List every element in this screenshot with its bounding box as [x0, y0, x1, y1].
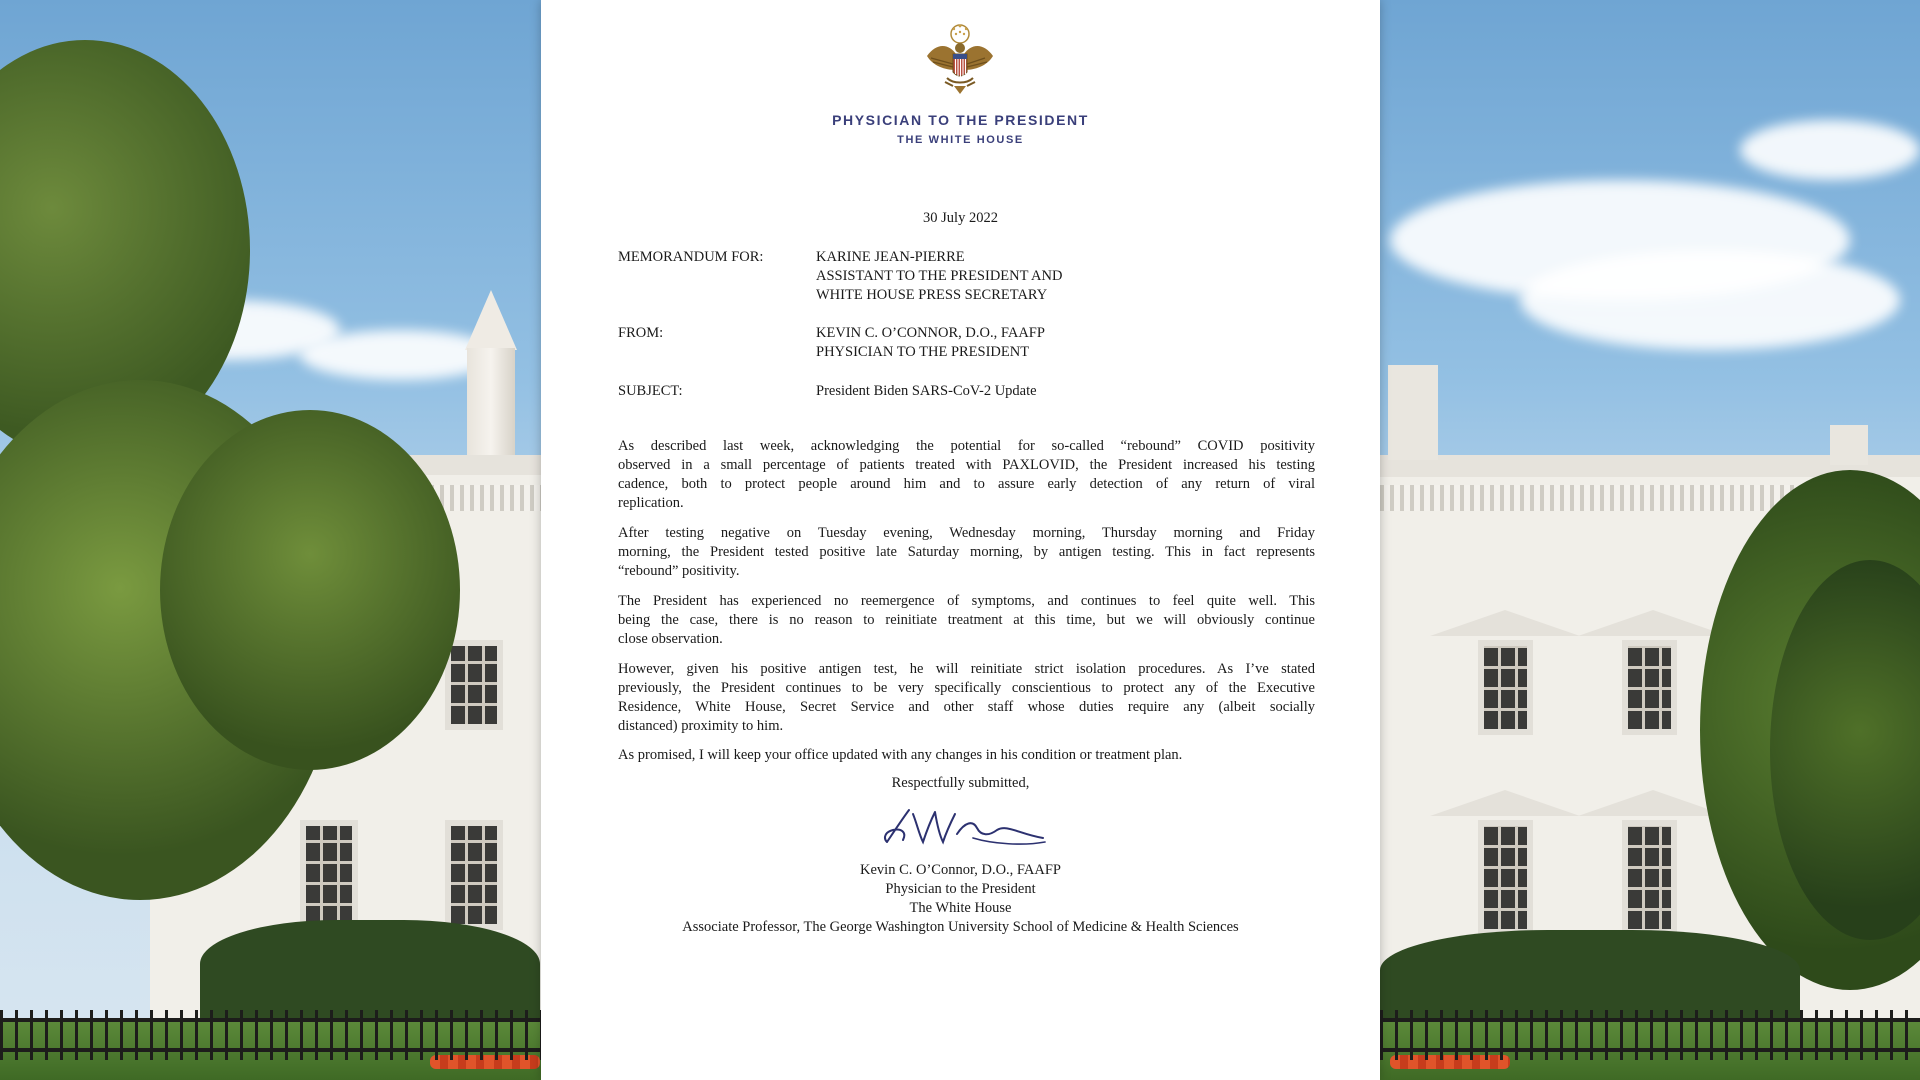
window: [445, 640, 503, 730]
paragraph-line: previously, the President continues to be very specifically conscientious to protect any of the Executive: [618, 680, 1315, 696]
closing: Respectfully submitted,: [891, 775, 1030, 791]
window: [445, 820, 503, 930]
body-paragraph-3: [618, 592, 1315, 649]
from-line: KEVIN C. O’CONNOR, D.O., FAAFP: [816, 325, 1045, 341]
window-pediment: [1578, 610, 1728, 636]
paragraph-line: being the case, there is no reason to reinitiate treatment at this time, but we will obviously continue: [618, 612, 1315, 628]
paragraph-line: Residence, White House, Secret Service and other staff whose duties require any (albeit socially: [618, 699, 1315, 715]
chimney: [1830, 425, 1868, 465]
monument-tip: [465, 290, 517, 350]
body-paragraph-1: [618, 437, 1315, 513]
paragraph-line: “rebound” positivity.: [618, 563, 740, 579]
from-line: PHYSICIAN TO THE PRESIDENT: [816, 344, 1030, 360]
signatory-title: Physician to the President: [885, 881, 1036, 897]
chimney: [1388, 365, 1438, 460]
memo-for-label: MEMORANDUM FOR:: [618, 249, 764, 265]
tree: [160, 410, 460, 770]
window: [1622, 820, 1677, 935]
paragraph-line: cadence, both to protect people around him and to assure early detection of any return of viral: [618, 476, 1315, 492]
cloud: [1520, 250, 1900, 350]
subject-label: SUBJECT:: [618, 383, 683, 399]
window: [300, 820, 358, 930]
body-paragraph-4: [618, 660, 1315, 736]
paragraph-line: observed in a small percentage of patients treated with PAXLOVID, the President increased his testing: [618, 457, 1315, 473]
body-paragraph-2: [618, 524, 1315, 581]
presidential-seal-icon: [923, 20, 997, 98]
paragraph-line: As promised, I will keep your office updated with any changes in his condition or treatment plan.: [618, 747, 1183, 763]
body-paragraph-5: [618, 746, 1315, 765]
paragraph-line: morning, the President tested positive late Saturday morning, by antigen testing. This in fact represents: [618, 544, 1315, 560]
signatory-affiliation: Associate Professor, The George Washington University School of Medicine & Health Sciences: [682, 919, 1239, 935]
letterhead-title: PHYSICIAN TO THE PRESIDENT: [832, 112, 1089, 128]
from-label: FROM:: [618, 325, 664, 341]
paragraph-line: replication.: [618, 495, 684, 511]
signature-icon: [873, 800, 1053, 852]
memo-for-line: ASSISTANT TO THE PRESIDENT AND: [816, 268, 1063, 284]
signatory-office: The White House: [909, 900, 1012, 916]
window: [1478, 820, 1533, 935]
window-pediment: [1430, 790, 1580, 816]
paragraph-line: After testing negative on Tuesday evening, Wednesday morning, Thursday morning and Friday: [618, 525, 1315, 541]
paragraph-line: However, given his positive antigen test, he will reinitiate strict isolation procedures. As I’ve stated: [618, 661, 1315, 677]
paragraph-line: distanced) proximity to him.: [618, 718, 784, 734]
window: [1478, 640, 1533, 735]
signatory-name: Kevin C. O’Connor, D.O., FAAFP: [860, 862, 1061, 878]
memo-for-line: WHITE HOUSE PRESS SECRETARY: [816, 287, 1048, 303]
paragraph-line: As described last week, acknowledging the potential for so-called “rebound” COVID positivity: [618, 438, 1315, 454]
letterhead-subtitle: THE WHITE HOUSE: [897, 134, 1024, 146]
memorandum-page: [541, 0, 1380, 1080]
paragraph-line: The President has experienced no reemergence of symptoms, and continues to feel quite well. This: [618, 593, 1315, 609]
memo-for-line: KARINE JEAN-PIERRE: [816, 249, 965, 265]
paragraph-line: close observation.: [618, 631, 723, 647]
window: [1622, 640, 1677, 735]
window-pediment: [1430, 610, 1580, 636]
memo-date: 30 July 2022: [923, 210, 998, 226]
washington-monument: [467, 348, 515, 458]
cloud: [1740, 120, 1920, 180]
subject-value: President Biden SARS-CoV-2 Update: [816, 383, 1037, 399]
